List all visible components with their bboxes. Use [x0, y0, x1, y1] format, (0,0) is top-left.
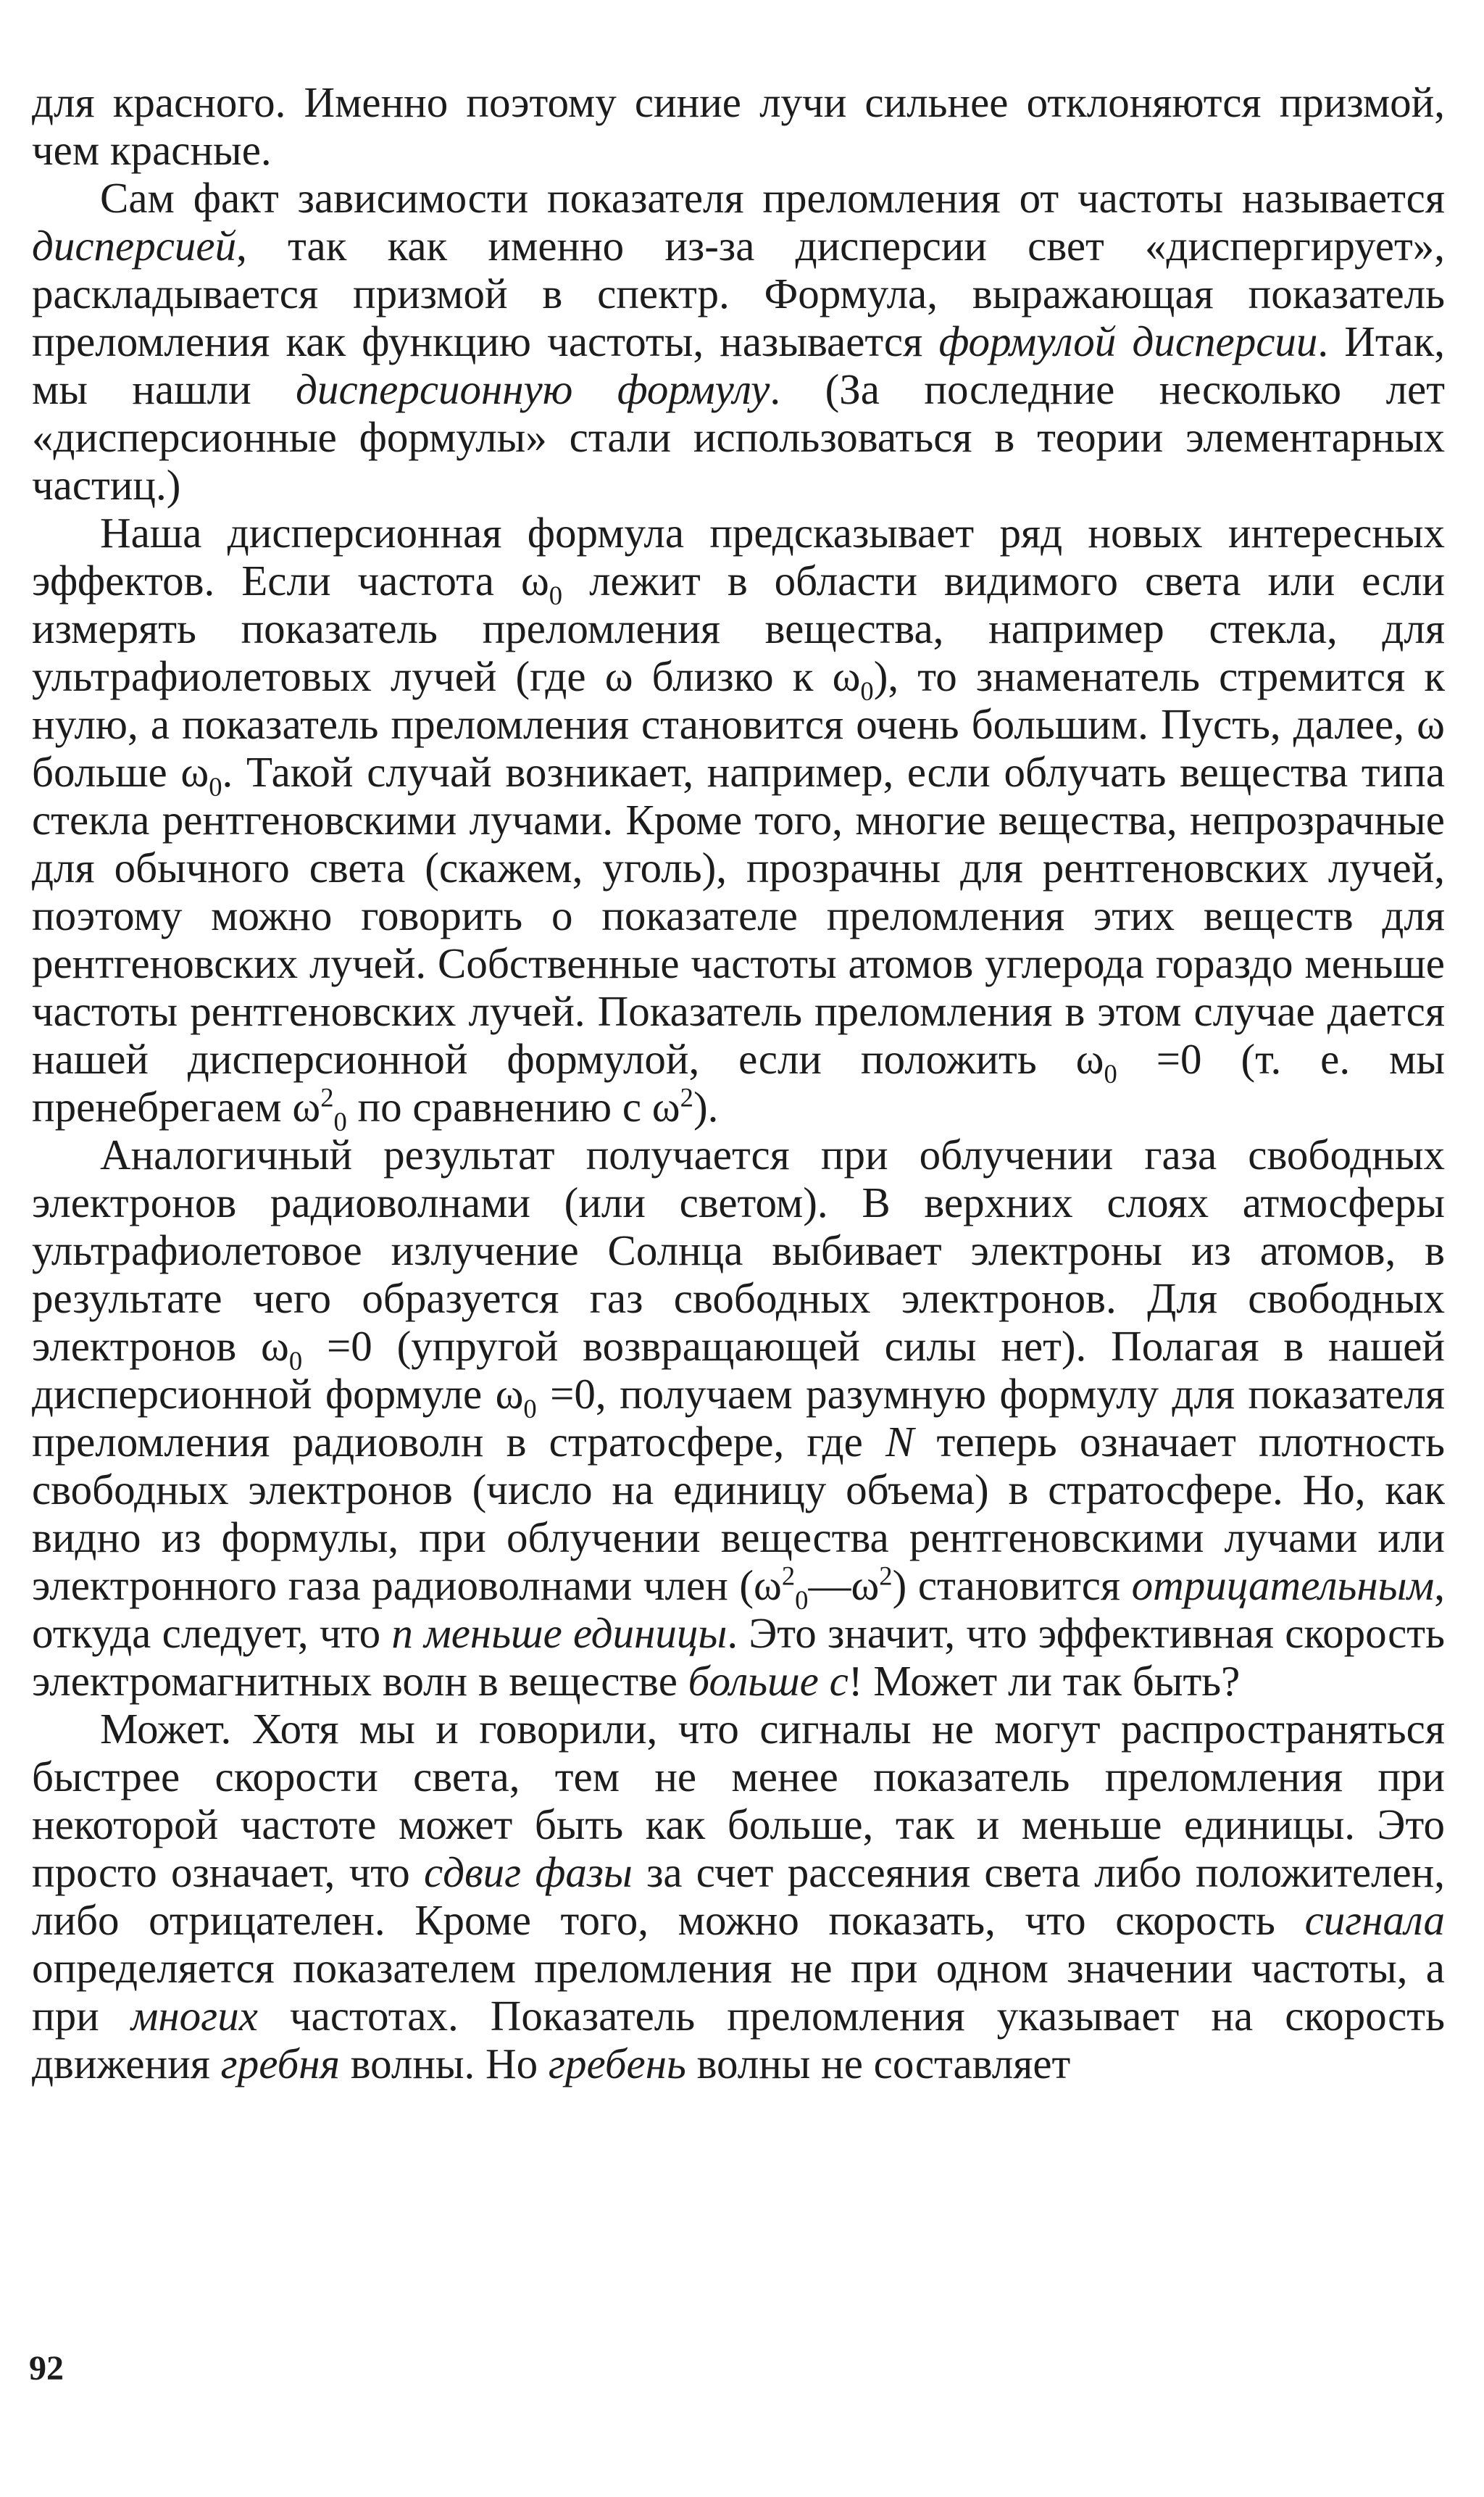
paragraph: [32, 1131, 1445, 1705]
page-body: [32, 78, 1445, 2087]
subscript: 0: [1104, 1058, 1117, 1089]
superscript: 2: [879, 1561, 893, 1591]
text-run: Сам факт зависимости показателя преломления от частоты называется: [100, 174, 1445, 222]
italic-text: формулой дисперсии: [938, 317, 1318, 365]
italic-text: многих: [130, 1992, 258, 2040]
text-run: определяется показателем преломления не при одном значении частоты, а при: [32, 1944, 1445, 2040]
text-run: ), то знаменатель стремится к нулю, а показатель преломления становится очень большим. Пусть, далее, ω больше ω: [32, 652, 1445, 796]
italic-text: больше c: [688, 1657, 849, 1705]
text-run: теперь означает плотность свободных электронов (число на единицу объема) в стратосфере. Но, как видно из формулы, при облучении вещества рентгеновскими лучами или электронного газа радиоволнами член (ω: [32, 1418, 1445, 1609]
subscript: 0: [795, 1584, 809, 1615]
italic-text: сдвиг фазы: [424, 1848, 633, 1896]
paragraph: [32, 78, 1445, 174]
text-run: по сравнению с ω: [346, 1083, 680, 1131]
subscript: 0: [209, 771, 222, 802]
italic-text: дисперсионную формулу: [296, 365, 770, 413]
text-run: ! Может ли так быть?: [848, 1657, 1241, 1705]
subscript: 0: [860, 676, 874, 706]
text-run: за счет рассеяния света либо положителен, либо отрицателен. Кроме того, можно показать, что скорость: [32, 1848, 1446, 1944]
italic-text: гребень: [548, 2040, 686, 2087]
subscript: 0: [523, 1393, 537, 1424]
italic-text: сигнала: [1304, 1896, 1445, 1944]
text-run: . (За последние несколько лет «дисперсионные формулы» стали использоваться в теории элементарных частиц.): [32, 365, 1445, 509]
text-run: —ω: [808, 1561, 880, 1609]
text-run: . Это значит, что эффективная скорость электромагнитных волн в веществе: [32, 1609, 1445, 1705]
text-run: волны. Но: [339, 2040, 549, 2087]
text-run: . Итак, мы нашли: [32, 317, 1446, 413]
text-run: , так как именно из-за дисперсии свет «диспергирует», раскладывается призмой в спектр. Формула, выражающая показатель преломления как функцию частоты, называется: [32, 222, 1445, 365]
italic-text: n меньше единицы: [391, 1609, 728, 1657]
text-run: =0 (т. е. мы пренебрегаем ω: [32, 1035, 1445, 1131]
text-run: ) становится: [892, 1561, 1132, 1609]
italic-text: отрицательным: [1131, 1561, 1435, 1609]
text-run: волны не составляет: [685, 2040, 1071, 2087]
subscript: 0: [549, 580, 563, 610]
paragraph: [32, 509, 1446, 1137]
subscript: 0: [333, 1106, 347, 1137]
paragraph: [32, 1705, 1445, 2087]
italic-text: дисперсией: [32, 222, 237, 270]
text-run: для красного. Именно поэтому синие лучи сильнее отклоняются призмой, чем красные.: [32, 78, 1445, 174]
italic-text: N: [885, 1418, 914, 1466]
superscript: 2: [320, 1082, 334, 1113]
text-run: =0, получаем разумную формулу для показателя преломления радиоволн в стратосфере, где: [32, 1370, 1445, 1466]
text-run: Наша дисперсионная формула предсказывает ряд новых интересных эффектов. Если частота ω: [32, 509, 1445, 604]
text-run: , откуда следует, что: [32, 1561, 1445, 1657]
paragraph: [32, 174, 1445, 509]
text-run: частотах. Показатель преломления указывает на скорость движения: [32, 1992, 1445, 2087]
text-run: =0 (упругой возвращающей силы нет). Полагая в нашей дисперсионной формуле ω: [32, 1322, 1446, 1418]
text-run: лежит в области видимого света или если измерять показатель преломления вещества, например стекла, для ультрафиолетовых лучей (где ω близко к ω: [32, 557, 1445, 700]
text-run: Может. Хотя мы и говорили, что сигналы не могут распространяться быстрее скорости света, тем не менее показатель преломления при некоторой частоте может быть как больше, так и меньше единицы. Это просто означает, что: [32, 1705, 1445, 1896]
subscript: 0: [288, 1345, 303, 1376]
text-run: . Такой случай возникает, например, если облучать вещества типа стекла рентгеновскими лучами. Кроме того, многие вещества, непрозрачные для обычного света (скажем, уголь), прозрачны для рентгеновских лучей, поэтому можно говорить о показателе преломления этих веществ для рентгеновских лучей. Собственные частоты атомов углерода гораздо меньше частоты рентгеновских лучей. Показатель преломления в этом случае дается нашей дисперсионной формулой, если положить ω: [32, 748, 1446, 1083]
superscript: 2: [781, 1561, 796, 1591]
text-run: Аналогичный результат получается при облучении газа свободных электронов радиоволнами (или светом). В верхних слоях атмосферы ультрафиолетовое излучение Солнца выбивает электроны из атомов, в результате чего образуется газ свободных электронов. Для свободных электронов ω: [32, 1131, 1445, 1370]
page-number: 92: [29, 2349, 64, 2388]
text-run: ).: [693, 1083, 719, 1131]
superscript: 2: [680, 1082, 693, 1113]
italic-text: гребня: [220, 2040, 340, 2087]
